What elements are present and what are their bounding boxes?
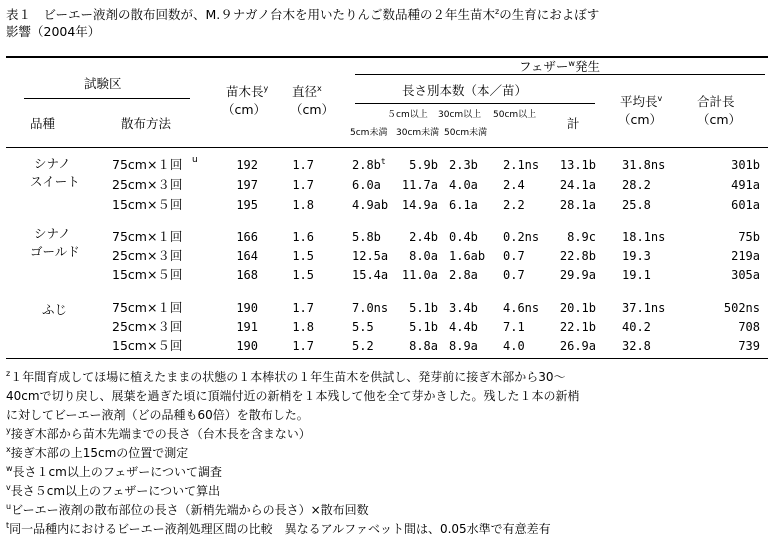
bin3-cell: 6.1a: [449, 198, 478, 212]
height-cell: 166: [236, 230, 258, 244]
footnote-continued: に対してビーエー液剤（どの品種も60倍）を散布した。: [6, 408, 309, 422]
header-diameter-unit: （cm）: [290, 102, 335, 117]
avg-cell: 19.1: [622, 268, 651, 282]
sum-cell: 502ns: [723, 301, 760, 315]
table-top-rule: [6, 56, 768, 58]
height-cell: 192: [236, 158, 258, 172]
total-cell: 24.1a: [559, 178, 596, 192]
bin3-cell: 4.4b: [449, 320, 478, 334]
method-cell: 75cm×１回: [112, 229, 183, 244]
height-cell: 195: [236, 198, 258, 212]
sum-cell: 301b: [731, 158, 760, 172]
header-bottom-rule: [6, 147, 768, 148]
height-cell: 190: [236, 301, 258, 315]
variety-name-2: ゴールド: [30, 244, 80, 259]
bin4-cell: 2.2: [503, 198, 525, 212]
footnotes: [6, 368, 768, 539]
bin3-cell: 4.0a: [449, 178, 478, 192]
experiment-underline: [24, 98, 190, 99]
header-diameter: 直径$^x$: [292, 83, 322, 99]
avg-cell: 40.2: [622, 320, 651, 334]
bin4-cell: 4.6ns: [503, 301, 540, 315]
bin1-cell: $2.8b^t$: [352, 157, 386, 172]
method-cell: 15cm×５回: [112, 267, 183, 282]
total-cell: 26.9a: [559, 339, 596, 353]
avg-cell: 28.2: [622, 178, 651, 192]
length-count-underline: [355, 103, 595, 104]
total-cell: 22.1b: [559, 320, 596, 334]
bin2-cell: 11.0a: [401, 268, 438, 282]
caption-line-2: 影響（2004年）: [6, 24, 101, 39]
footnote: $^v$長さ５cm以上のフェザーについて算出: [6, 483, 221, 498]
header-bin3-top: 50cm以上: [493, 110, 537, 120]
height-cell: 197: [236, 178, 258, 192]
header-bin2-top: 30cm以上: [438, 110, 482, 120]
footnote-continued: 40cmで切り戻し、展葉を過ぎた頃に頂端付近の新梢を１本残して他を全て芽かきした。残した１本の新梢: [6, 389, 580, 403]
avg-cell: 18.1ns: [622, 230, 666, 244]
avg-cell: 19.3: [622, 249, 651, 263]
diameter-cell: 1.7: [292, 158, 314, 172]
sum-cell: 75b: [738, 230, 760, 244]
method-mark: u: [192, 155, 198, 165]
bin4-cell: 7.1: [503, 320, 525, 334]
total-cell: 28.1a: [559, 198, 596, 212]
diameter-cell: 1.5: [292, 268, 314, 282]
sum-cell: 739: [738, 339, 760, 353]
bin4-cell: 4.0: [503, 339, 525, 353]
bin1-cell: 6.0a: [352, 178, 381, 192]
bin1-cell: 5.2: [352, 339, 374, 353]
avg-cell: 25.8: [622, 198, 651, 212]
header-height-unit: （cm）: [222, 102, 267, 117]
footnote: $^t$同一品種内におけるビーエー液剤処理区間の比較 異なるアルファベット間は、0.05水準で有意差有: [6, 521, 551, 536]
header-avg-len-unit: （cm）: [618, 112, 663, 127]
bin2-cell: 8.8a: [409, 339, 438, 353]
bin2-cell: 11.7a: [401, 178, 438, 192]
sum-cell: 601a: [731, 198, 760, 212]
diameter-cell: 1.8: [292, 320, 314, 334]
method-cell: 75cm×１回: [112, 157, 183, 172]
bin3-cell: 8.9a: [449, 339, 478, 353]
sum-cell: 491a: [731, 178, 760, 192]
total-cell: 22.8b: [559, 249, 596, 263]
bin1-cell: 12.5a: [352, 249, 389, 263]
sum-cell: 305a: [731, 268, 760, 282]
bin1-cell: 5.8b: [352, 230, 381, 244]
footnote: $^u$ビーエー液剤の散布部位の長さ（新梢先端からの長さ）×散布回数: [6, 502, 369, 517]
header-bin1-bottom: 5cm未満: [350, 128, 388, 138]
bin4-cell: 0.2ns: [503, 230, 540, 244]
footnote: $^z$１年間育成してほ場に植えたままの状態の１本棒状の１年生苗木を供試し、発芽前に接ぎ木部から30〜: [6, 369, 566, 384]
method-cell: 25cm×３回: [112, 248, 183, 263]
header-sum-len-unit: （cm）: [697, 112, 742, 127]
bin3-cell: 1.6ab: [449, 249, 486, 263]
height-cell: 190: [236, 339, 258, 353]
height-cell: 168: [236, 268, 258, 282]
total-cell: 13.1b: [559, 158, 596, 172]
header-variety: 品種: [30, 116, 56, 131]
header-method: 散布方法: [121, 116, 172, 131]
avg-cell: 32.8: [622, 339, 651, 353]
caption-line-1: 表１ ビーエー液剤の散布回数が、M.９ナガノ台木を用いたりんご数品種の２年生苗木$^z$の生育におよぼす: [6, 6, 600, 22]
header-sum-len: 合計長: [697, 94, 735, 109]
bin4-cell: 0.7: [503, 249, 525, 263]
bin3-cell: 2.8a: [449, 268, 478, 282]
variety-name-2: スイート: [30, 174, 80, 189]
avg-cell: 37.1ns: [622, 301, 666, 315]
header-feather: フェザー$^w$発生: [519, 58, 600, 74]
diameter-cell: 1.6: [292, 230, 314, 244]
method-cell: 15cm×５回: [112, 338, 183, 353]
header-bin2-bottom: 30cm未満: [396, 128, 440, 138]
header-bin3-bottom: 50cm未満: [444, 128, 488, 138]
footnote: $^y$接ぎ木部から苗木先端までの長さ（台木長を含まない）: [6, 426, 311, 441]
height-cell: 191: [236, 320, 258, 334]
height-cell: 164: [236, 249, 258, 263]
header-avg-len: 平均長$^v$: [620, 93, 663, 109]
bin2-cell: 8.0a: [409, 249, 438, 263]
variety-name: シナノ: [34, 156, 71, 171]
header-height: 苗木長$^y$: [226, 83, 269, 99]
footnote: $^x$接ぎ木部の上15cmの位置で測定: [6, 445, 189, 460]
avg-cell: 31.8ns: [622, 158, 666, 172]
bin3-cell: 2.3b: [449, 158, 478, 172]
header-total: 計: [567, 116, 580, 131]
variety-name: ふじ: [42, 302, 68, 317]
bin1-cell: 7.0ns: [352, 301, 389, 315]
diameter-cell: 1.7: [292, 339, 314, 353]
feather-underline: [355, 74, 765, 75]
method-cell: 15cm×５回: [112, 197, 183, 212]
header-bin1-top: ５cm以上: [387, 110, 428, 120]
bin4-cell: 2.4: [503, 178, 525, 192]
total-cell: 29.9a: [559, 268, 596, 282]
sum-cell: 708: [738, 320, 760, 334]
bin3-cell: 0.4b: [449, 230, 478, 244]
bin2-cell: 5.9b: [409, 158, 438, 172]
bin1-cell: 5.5: [352, 320, 374, 334]
variety-name: シナノ: [34, 226, 71, 241]
sum-cell: 219a: [731, 249, 760, 263]
diameter-cell: 1.5: [292, 249, 314, 263]
bin2-cell: 5.1b: [409, 301, 438, 315]
total-cell: 8.9c: [567, 230, 596, 244]
method-cell: 25cm×３回: [112, 177, 183, 192]
bin1-cell: 4.9ab: [352, 198, 389, 212]
diameter-cell: 1.8: [292, 198, 314, 212]
bin4-cell: 2.1ns: [503, 158, 540, 172]
footnote: $^w$長さ１cm以上のフェザーについて調査: [6, 464, 222, 479]
method-cell: 75cm×１回: [112, 300, 183, 315]
table-caption: [6, 6, 766, 40]
method-cell: 25cm×３回: [112, 319, 183, 334]
header-experiment: 試験区: [84, 76, 122, 91]
total-cell: 20.1b: [559, 301, 596, 315]
bin2-cell: 5.1b: [409, 320, 438, 334]
bin2-cell: 2.4b: [409, 230, 438, 244]
header-length-count: 長さ別本数（本／苗）: [402, 83, 528, 98]
bin2-cell: 14.9a: [401, 198, 438, 212]
diameter-cell: 1.7: [292, 301, 314, 315]
diameter-cell: 1.7: [292, 178, 314, 192]
bin3-cell: 3.4b: [449, 301, 478, 315]
table-bottom-rule: [6, 358, 768, 359]
bin4-cell: 0.7: [503, 268, 525, 282]
bin1-cell: 15.4a: [352, 268, 389, 282]
